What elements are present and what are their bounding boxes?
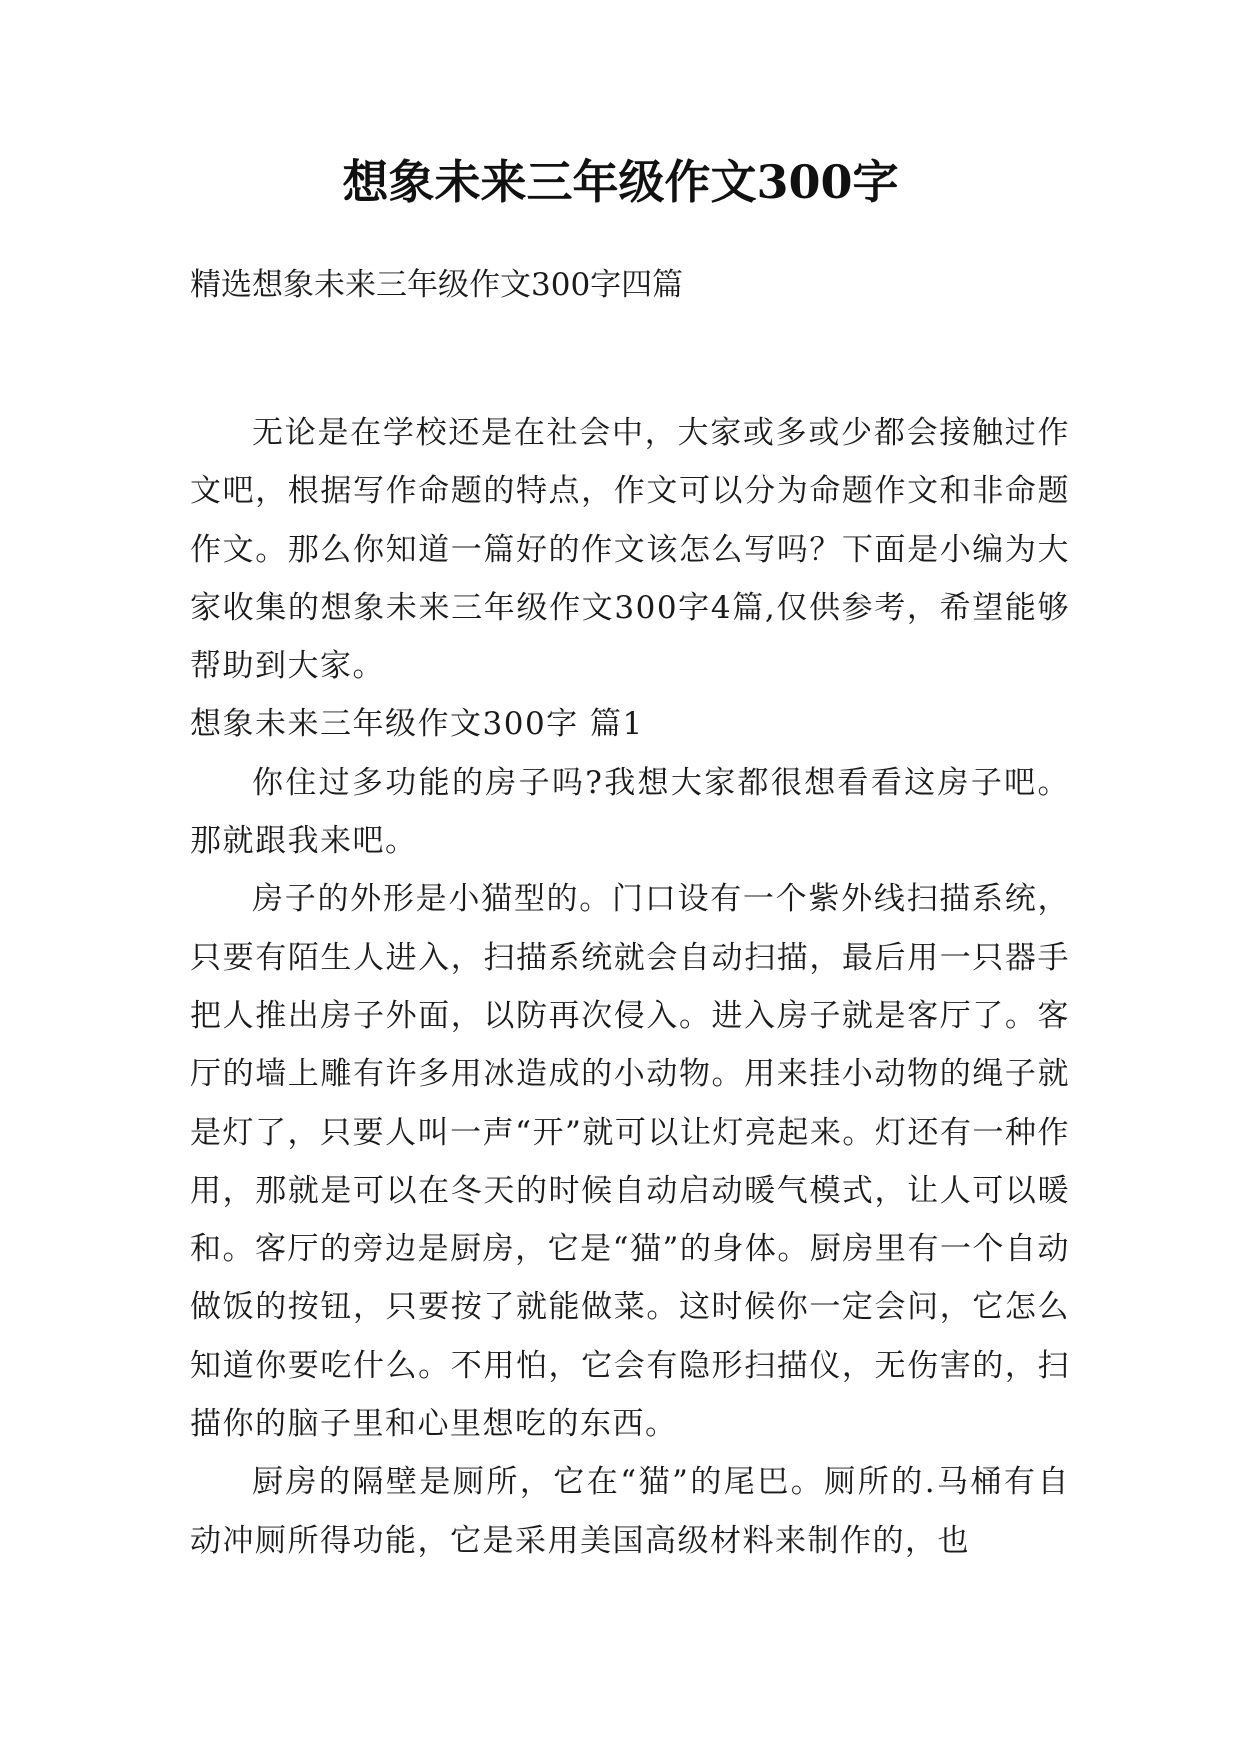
body-paragraph: 房子的外形是小猫型的。门口设有一个紫外线扫描系统，只要有陌生人进入，扫描系统就会自动扫描，最后用一只器手把人推出房子外面，以防再次侵入。进入房子就是客厅了。客厅的墙上雕有许多用冰造成的小动物。用来挂小动物的绳子就是灯了，只要人叫一声“开”就可以让灯亮起来。灯还有一种作用，那就是可以在冬天的时候自动启动暖气模式，让人可以暖和。客厅的旁边是厨房，它是“猫”的身体。厨房里有一个自动做饭的按钮，只要按了就能做菜。这时候你一定会问，它怎么知道你要吃什么。不用怕，它会有隐形扫描仪，无伤害的，扫描你的脑子里和心里想吃的东西。 bbox=[190, 881, 1070, 1443]
section-heading: 想象未来三年级作文300字 篇1 bbox=[190, 706, 644, 743]
body-paragraph: 你住过多功能的房子吗?我想大家都很想看看这房子吧。那就跟我来吧。 bbox=[190, 764, 1070, 860]
document-subtitle: 精选想象未来三年级作文300字四篇 bbox=[190, 267, 684, 303]
body-paragraph: 厨房的隔壁是厕所，它在“猫”的尾巴。厕所的.马桶有自动冲厕所得功能，它是采用美国高级材料来制作的，也 bbox=[190, 1464, 1070, 1559]
document-title: 想象未来三年级作文300字 bbox=[342, 155, 899, 209]
intro-paragraph: 无论是在学校还是在社会中，大家或多或少都会接触过作文吧，根据写作命题的特点，作文可以分为命题作文和非命题作文。那么你知道一篇好的作文该怎么写吗？下面是小编为大家收集的想象未来三年级作文300字4篇,仅供参考，希望能够帮助到大家。 bbox=[190, 415, 1070, 685]
document-body bbox=[190, 404, 1070, 1570]
